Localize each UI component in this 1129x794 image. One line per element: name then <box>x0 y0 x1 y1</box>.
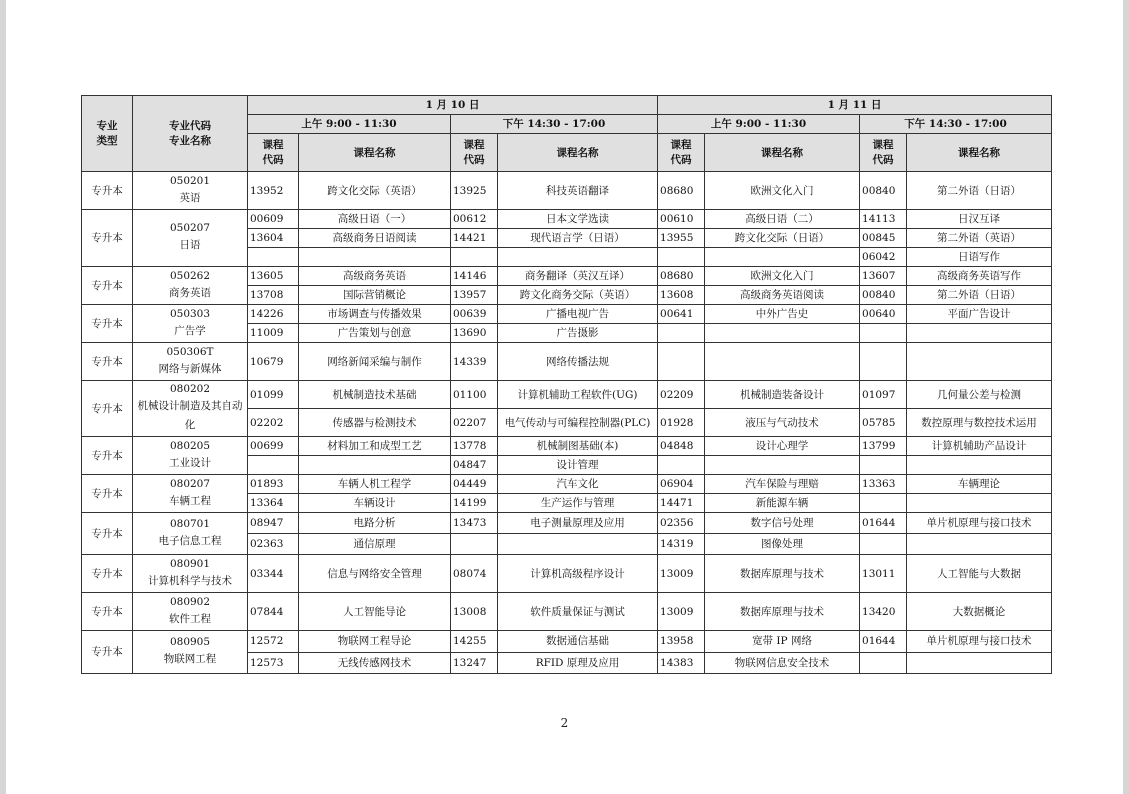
course-name-cell: 跨文化交际（日语） <box>705 229 860 248</box>
course-code-cell: 11009 <box>248 324 299 343</box>
course-name-cell: 通信原理 <box>299 534 451 555</box>
page-number: 2 <box>560 716 569 730</box>
course-code-cell: 00641 <box>658 305 705 324</box>
course-name-cell: 电子测量原理及应用 <box>498 513 658 534</box>
course-name-cell: 高级商务英语 <box>299 267 451 286</box>
course-code-cell: 14199 <box>451 494 498 513</box>
course-name-cell: 跨文化交际（英语） <box>299 172 451 210</box>
major-name: 物联网工程 <box>163 653 217 665</box>
course-name-cell: 传感器与检测技术 <box>299 409 451 437</box>
major-code: 080207 <box>169 477 211 490</box>
major-cell <box>133 631 248 674</box>
course-name-cell <box>498 248 658 267</box>
course-code-cell: 07844 <box>248 593 299 631</box>
major-type-cell: 专升本 <box>82 343 133 381</box>
major-name: 工业设计 <box>169 456 211 469</box>
table-row <box>82 631 1052 653</box>
course-code-cell: 01100 <box>451 381 498 409</box>
major-code: 080905 <box>169 636 211 648</box>
course-name-cell: 第二外语（日语） <box>907 172 1052 210</box>
course-name-cell <box>498 534 658 555</box>
major-type-cell: 专升本 <box>82 475 133 513</box>
course-code-cell: 13690 <box>451 324 498 343</box>
course-code-cell <box>860 534 907 555</box>
course-name-header: 课程名称 <box>907 134 1052 172</box>
major-type-cell: 专升本 <box>82 172 133 210</box>
course-name-cell <box>705 456 860 475</box>
major-name: 广告学 <box>174 324 206 337</box>
course-code-cell: 14339 <box>451 343 498 381</box>
major-code: 080205 <box>169 439 211 452</box>
course-name-cell <box>705 248 860 267</box>
course-name-cell: 材料加工和成型工艺 <box>299 437 451 456</box>
course-name-cell: 大数据概论 <box>907 593 1052 631</box>
course-code-cell: 13778 <box>451 437 498 456</box>
document-page <box>6 0 1123 794</box>
course-name-cell <box>705 324 860 343</box>
major-type-cell: 专升本 <box>82 437 133 475</box>
course-code-cell: 01099 <box>248 381 299 409</box>
course-name-header: 课程名称 <box>299 134 451 172</box>
course-code-cell <box>248 248 299 267</box>
major-cell <box>133 437 248 475</box>
major-code: 050303 <box>169 307 211 320</box>
course-code-cell: 13473 <box>451 513 498 534</box>
course-code-cell: 13958 <box>658 631 705 653</box>
course-code-cell: 14226 <box>248 305 299 324</box>
course-code-cell: 04449 <box>451 475 498 494</box>
course-code-cell: 14421 <box>451 229 498 248</box>
table-row <box>82 555 1052 593</box>
course-name-cell: 欧洲文化入门 <box>705 267 860 286</box>
course-name-cell: 第二外语（英语） <box>907 229 1052 248</box>
major-name: 商务英语 <box>169 286 211 299</box>
course-name-cell: 日语写作 <box>907 248 1052 267</box>
course-name-cell: 汽车保险与理赔 <box>705 475 860 494</box>
major-code: 050201 <box>169 174 211 187</box>
course-code-header: 课程 代码 <box>658 134 705 172</box>
course-code-cell: 13925 <box>451 172 498 210</box>
course-name-header: 课程名称 <box>498 134 658 172</box>
course-code-cell <box>658 456 705 475</box>
course-code-cell: 00609 <box>248 210 299 229</box>
course-code-cell <box>658 248 705 267</box>
course-code-cell: 00840 <box>860 172 907 210</box>
course-name-cell: 计算机辅助产品设计 <box>907 437 1052 456</box>
course-name-cell: 数字信号处理 <box>705 513 860 534</box>
major-type-cell: 专升本 <box>82 555 133 593</box>
course-code-cell <box>451 534 498 555</box>
major-cell <box>133 267 248 305</box>
course-code-cell: 02207 <box>451 409 498 437</box>
course-code-cell: 13420 <box>860 593 907 631</box>
schedule-body <box>82 172 1052 674</box>
major-cell <box>133 381 248 437</box>
course-code-cell: 01644 <box>860 631 907 653</box>
course-name-cell: 图像处理 <box>705 534 860 555</box>
course-code-header: 课程 代码 <box>248 134 299 172</box>
course-code-cell: 08074 <box>451 555 498 593</box>
course-code-cell: 14319 <box>658 534 705 555</box>
course-code-cell: 00640 <box>860 305 907 324</box>
course-code-cell: 04847 <box>451 456 498 475</box>
course-code-cell: 13363 <box>860 475 907 494</box>
major-header: 专业代码 专业名称 <box>133 96 248 172</box>
major-cell <box>133 343 248 381</box>
table-row <box>82 381 1052 409</box>
course-code-cell: 13955 <box>658 229 705 248</box>
major-code: 080901 <box>169 557 211 570</box>
course-name-cell: 物联网信息安全技术 <box>705 652 860 674</box>
major-code: 050207 <box>169 222 211 234</box>
table-row <box>82 305 1052 324</box>
major-name: 计算机科学与技术 <box>148 574 232 587</box>
major-code: 080701 <box>169 517 211 530</box>
major-cell <box>133 172 248 210</box>
course-name-cell: 中外广告史 <box>705 305 860 324</box>
course-code-cell <box>860 494 907 513</box>
course-name-cell: 商务翻译（英汉互译） <box>498 267 658 286</box>
major-code: 050262 <box>169 269 211 282</box>
course-code-header: 课程 代码 <box>451 134 498 172</box>
major-name: 英语 <box>179 191 201 204</box>
course-name-cell: 电气传动与可编程控制器(PLC) <box>498 409 658 437</box>
major-type-cell: 专升本 <box>82 631 133 674</box>
course-code-cell: 13952 <box>248 172 299 210</box>
major-code: 080902 <box>169 595 211 608</box>
type-header: 专业 类型 <box>82 96 133 172</box>
course-name-cell: 国际营销概论 <box>299 286 451 305</box>
course-name-cell: 日本文学选读 <box>498 210 658 229</box>
major-name: 电子信息工程 <box>158 534 222 547</box>
day1-morning-header: 上午 9:00 - 11:30 <box>248 115 451 134</box>
course-name-cell: 网络新闻采编与制作 <box>299 343 451 381</box>
major-cell <box>133 475 248 513</box>
course-code-cell: 13008 <box>451 593 498 631</box>
major-name: 软件工程 <box>169 612 211 625</box>
course-name-cell: 机械制造装备设计 <box>705 381 860 409</box>
table-row <box>82 475 1052 494</box>
course-name-cell <box>299 248 451 267</box>
course-name-cell: 汽车文化 <box>498 475 658 494</box>
table-row <box>82 267 1052 286</box>
course-name-cell: 跨文化商务交际（英语） <box>498 286 658 305</box>
day2-afternoon-header: 下午 14:30 - 17:00 <box>860 115 1052 134</box>
course-name-cell: 计算机辅助工程软件(UG) <box>498 381 658 409</box>
table-row <box>82 593 1052 631</box>
course-name-cell: 计算机高级程序设计 <box>498 555 658 593</box>
course-name-cell: 人工智能与大数据 <box>907 555 1052 593</box>
course-code-cell: 01097 <box>860 381 907 409</box>
course-name-cell: 数据通信基础 <box>498 631 658 653</box>
course-name-cell: 日汉互译 <box>907 210 1052 229</box>
course-name-cell: 第二外语（日语） <box>907 286 1052 305</box>
course-code-cell: 01893 <box>248 475 299 494</box>
course-code-cell: 13605 <box>248 267 299 286</box>
course-name-cell: 单片机原理与接口技术 <box>907 513 1052 534</box>
course-name-cell: 网络传播法规 <box>498 343 658 381</box>
course-name-cell: 现代语言学（日语） <box>498 229 658 248</box>
course-code-cell: 03344 <box>248 555 299 593</box>
course-name-cell <box>299 456 451 475</box>
course-name-cell: 车辆设计 <box>299 494 451 513</box>
course-code-cell: 02209 <box>658 381 705 409</box>
course-name-cell <box>907 534 1052 555</box>
major-code: 050306T <box>166 345 214 358</box>
major-name: 日语 <box>179 239 201 251</box>
course-code-cell: 14383 <box>658 652 705 674</box>
course-name-cell: 单片机原理与接口技术 <box>907 631 1052 653</box>
table-row <box>82 343 1052 381</box>
course-code-cell: 10679 <box>248 343 299 381</box>
course-code-cell: 02202 <box>248 409 299 437</box>
major-name: 机械设计制造及其自动化 <box>137 400 243 431</box>
course-code-cell: 13957 <box>451 286 498 305</box>
course-code-cell: 14113 <box>860 210 907 229</box>
table-row <box>82 210 1052 229</box>
course-code-cell: 05785 <box>860 409 907 437</box>
table-row <box>82 172 1052 210</box>
course-code-cell: 12573 <box>248 652 299 674</box>
course-name-header: 课程名称 <box>705 134 860 172</box>
course-name-cell: 人工智能导论 <box>299 593 451 631</box>
course-code-cell: 08680 <box>658 172 705 210</box>
course-name-cell: 高级日语（二） <box>705 210 860 229</box>
course-code-cell <box>860 343 907 381</box>
course-name-cell: 电路分析 <box>299 513 451 534</box>
course-name-cell: 科技英语翻译 <box>498 172 658 210</box>
course-name-cell: 广播电视广告 <box>498 305 658 324</box>
major-cell <box>133 513 248 555</box>
major-type-cell: 专升本 <box>82 267 133 305</box>
course-code-cell: 08947 <box>248 513 299 534</box>
course-code-cell <box>248 456 299 475</box>
course-code-cell: 00610 <box>658 210 705 229</box>
course-name-cell <box>907 343 1052 381</box>
course-code-cell: 13247 <box>451 652 498 674</box>
course-code-cell: 12572 <box>248 631 299 653</box>
course-name-cell: 机械制造技术基础 <box>299 381 451 409</box>
major-type-cell: 专升本 <box>82 210 133 267</box>
course-name-cell: 市场调查与传播效果 <box>299 305 451 324</box>
course-code-cell: 13009 <box>658 555 705 593</box>
major-type-cell: 专升本 <box>82 513 133 555</box>
course-code-cell: 01928 <box>658 409 705 437</box>
course-code-cell <box>658 343 705 381</box>
course-code-cell: 06042 <box>860 248 907 267</box>
major-name: 车辆工程 <box>169 494 211 507</box>
major-type-cell: 专升本 <box>82 381 133 437</box>
course-code-cell: 14146 <box>451 267 498 286</box>
course-code-cell: 13608 <box>658 286 705 305</box>
major-type-cell: 专升本 <box>82 593 133 631</box>
course-code-cell: 00612 <box>451 210 498 229</box>
course-name-cell: 机械制图基础(本) <box>498 437 658 456</box>
exam-schedule-table <box>81 95 1052 674</box>
course-name-cell: 车辆理论 <box>907 475 1052 494</box>
course-name-cell <box>907 324 1052 343</box>
course-name-cell: 数据库原理与技术 <box>705 555 860 593</box>
day1-date-header: 1 月 10 日 <box>248 96 658 115</box>
course-code-cell: 00845 <box>860 229 907 248</box>
course-code-cell: 13607 <box>860 267 907 286</box>
course-code-cell: 13011 <box>860 555 907 593</box>
course-code-cell <box>658 324 705 343</box>
major-type-cell: 专升本 <box>82 305 133 343</box>
major-cell <box>133 593 248 631</box>
course-code-header: 课程 代码 <box>860 134 907 172</box>
course-name-cell: 几何量公差与检测 <box>907 381 1052 409</box>
course-code-cell: 02356 <box>658 513 705 534</box>
course-name-cell: 欧洲文化入门 <box>705 172 860 210</box>
course-code-cell: 08680 <box>658 267 705 286</box>
course-name-cell: 车辆人机工程学 <box>299 475 451 494</box>
major-cell <box>133 305 248 343</box>
course-code-cell: 14255 <box>451 631 498 653</box>
course-name-cell: 广告策划与创意 <box>299 324 451 343</box>
course-name-cell: 设计管理 <box>498 456 658 475</box>
course-name-cell <box>907 652 1052 674</box>
course-code-cell: 06904 <box>658 475 705 494</box>
major-code: 080202 <box>169 383 211 395</box>
course-name-cell: 高级商务日语阅读 <box>299 229 451 248</box>
course-name-cell <box>907 494 1052 513</box>
course-code-cell: 13009 <box>658 593 705 631</box>
course-code-cell <box>860 324 907 343</box>
course-code-cell: 01644 <box>860 513 907 534</box>
course-code-cell: 00699 <box>248 437 299 456</box>
course-name-cell: RFID 原理及应用 <box>498 652 658 674</box>
course-name-cell: 宽带 IP 网络 <box>705 631 860 653</box>
day1-afternoon-header: 下午 14:30 - 17:00 <box>451 115 658 134</box>
course-code-cell: 00639 <box>451 305 498 324</box>
course-name-cell: 生产运作与管理 <box>498 494 658 513</box>
major-cell <box>133 555 248 593</box>
day2-morning-header: 上午 9:00 - 11:30 <box>658 115 860 134</box>
course-name-cell: 信息与网络安全管理 <box>299 555 451 593</box>
course-name-cell: 物联网工程导论 <box>299 631 451 653</box>
course-code-cell: 02363 <box>248 534 299 555</box>
course-code-cell: 04848 <box>658 437 705 456</box>
course-name-cell: 设计心理学 <box>705 437 860 456</box>
major-cell <box>133 210 248 267</box>
course-name-cell: 软件质量保证与测试 <box>498 593 658 631</box>
course-code-cell: 00840 <box>860 286 907 305</box>
course-name-cell: 液压与气动技术 <box>705 409 860 437</box>
table-row <box>82 437 1052 456</box>
course-code-cell <box>860 456 907 475</box>
table-row <box>82 513 1052 534</box>
course-name-cell: 高级商务英语写作 <box>907 267 1052 286</box>
day2-date-header: 1 月 11 日 <box>658 96 1052 115</box>
course-name-cell <box>907 456 1052 475</box>
course-name-cell: 数据库原理与技术 <box>705 593 860 631</box>
course-name-cell: 高级日语（一） <box>299 210 451 229</box>
course-name-cell: 高级商务英语阅读 <box>705 286 860 305</box>
course-name-cell: 无线传感网技术 <box>299 652 451 674</box>
course-code-cell: 13799 <box>860 437 907 456</box>
course-code-cell: 13364 <box>248 494 299 513</box>
course-name-cell <box>705 343 860 381</box>
course-name-cell: 新能源车辆 <box>705 494 860 513</box>
major-name: 网络与新媒体 <box>158 362 222 375</box>
course-code-cell: 13708 <box>248 286 299 305</box>
course-name-cell: 广告摄影 <box>498 324 658 343</box>
course-name-cell: 平面广告设计 <box>907 305 1052 324</box>
course-name-cell: 数控原理与数控技术运用 <box>907 409 1052 437</box>
course-code-cell <box>860 652 907 674</box>
course-code-cell <box>451 248 498 267</box>
course-code-cell: 14471 <box>658 494 705 513</box>
course-code-cell: 13604 <box>248 229 299 248</box>
